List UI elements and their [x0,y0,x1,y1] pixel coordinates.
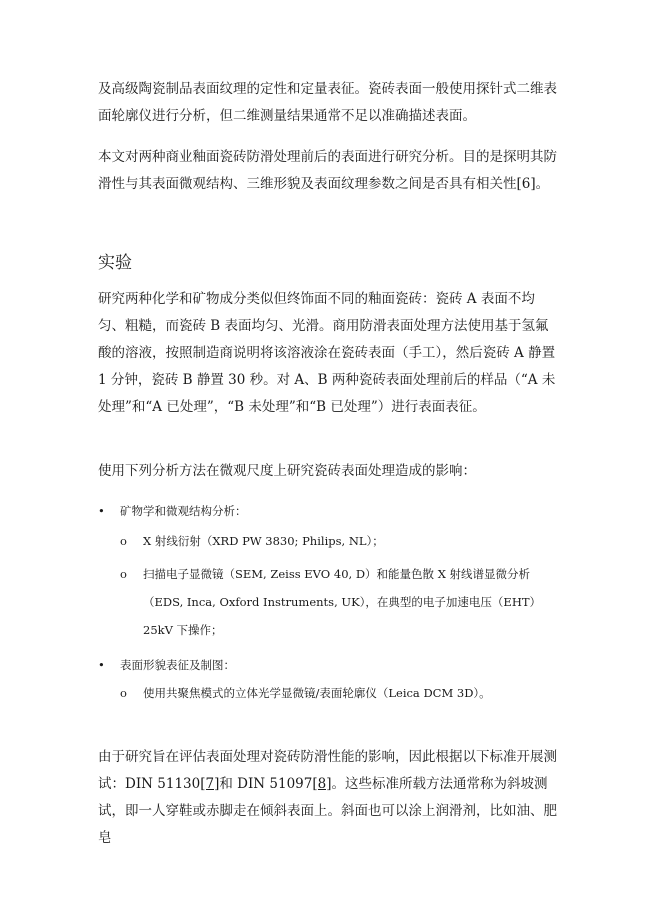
sub-bullet-glyph: o [120,686,127,700]
sublist-item-label: 扫描电子显微镜（SEM, Zeiss EVO 40, D）和能量色散 X 射线谱显微分析（EDS, Inca, Oxford Instruments, UK），在典型的电子加速电压（EHT）25kV 下操作； [143,567,542,637]
list-item-mineralogy [98,497,568,525]
standards-text-c: 。这些标准所载方法通常称为斜坡测试，即一人穿鞋或赤脚走在倾斜表面上。斜面也可以涂上润滑剂，比如油、肥皂 [98,776,557,846]
list-item-label: 表面形貌表征及制图： [120,658,235,672]
paragraph-objective: 本文对两种商业釉面瓷砖防滑处理前后的表面进行研究分析。目的是探明其防滑性与其表面微观结构、三维形貌及表面纹理参数之间是否具有相关性[6]。 [98,149,557,192]
paragraph-materials: 研究两种化学和矿物成分类似但终饰面不同的釉面瓷砖：瓷砖 A 表面不均匀、粗糙，而瓷砖 B 表面均匀、光滑。商用防滑表面处理方法使用基于氢氟酸的溶液，按照制造商说明将该溶液涂在瓷砖表面（手工），然后瓷砖 A 静置 1 分钟，瓷砖 B 静置 30 秒。对 A、B 两种瓷砖表面处理前后的样品（“A 未处理”和“A 已处理”，“B 未处理”和“B 已处理”）进行表面表征。 [98,291,556,415]
bullet-glyph: • [98,504,105,518]
sublist-item-confocal [98,679,568,707]
sublist-item-label: X 射线衍射（XRD PW 3830; Philips, NL）； [143,534,384,548]
paragraph-intro-continued: 及高级陶瓷制品表面纹理的定性和定量表征。瓷砖表面一般使用探针式二维表面轮廓仪进行分析，但二维测量结果通常不足以准确描述表面。 [98,81,557,124]
paragraph-methods-intro: 使用下列分析方法在微观尺度上研究瓷砖表面处理造成的影响： [98,463,476,479]
citation-link-7[interactable]: [7] [200,776,220,792]
paragraph-standards [98,744,558,852]
list-item-label: 矿物学和微观结构分析： [120,504,247,518]
standards-text-b: 和 DIN 51097 [219,776,313,792]
sublist-item-sem [98,560,568,644]
bullet-glyph: • [98,658,105,672]
sublist-item-xrd [98,527,568,555]
citation-link-8[interactable]: [8] [312,776,332,792]
section-heading-experiment: 实验 [98,253,132,273]
sub-bullet-glyph: o [120,567,127,581]
standards-text-a: 由于研究旨在评估表面处理对瓷砖防滑性能的影响，因此根据以下标准开展测试：DIN 51130 [98,749,557,792]
list-item-topography [98,651,568,679]
sublist-item-label: 使用共聚焦模式的立体光学显微镜/表面轮廓仪（Leica DCM 3D）。 [143,686,491,700]
sub-bullet-glyph: o [120,534,127,548]
